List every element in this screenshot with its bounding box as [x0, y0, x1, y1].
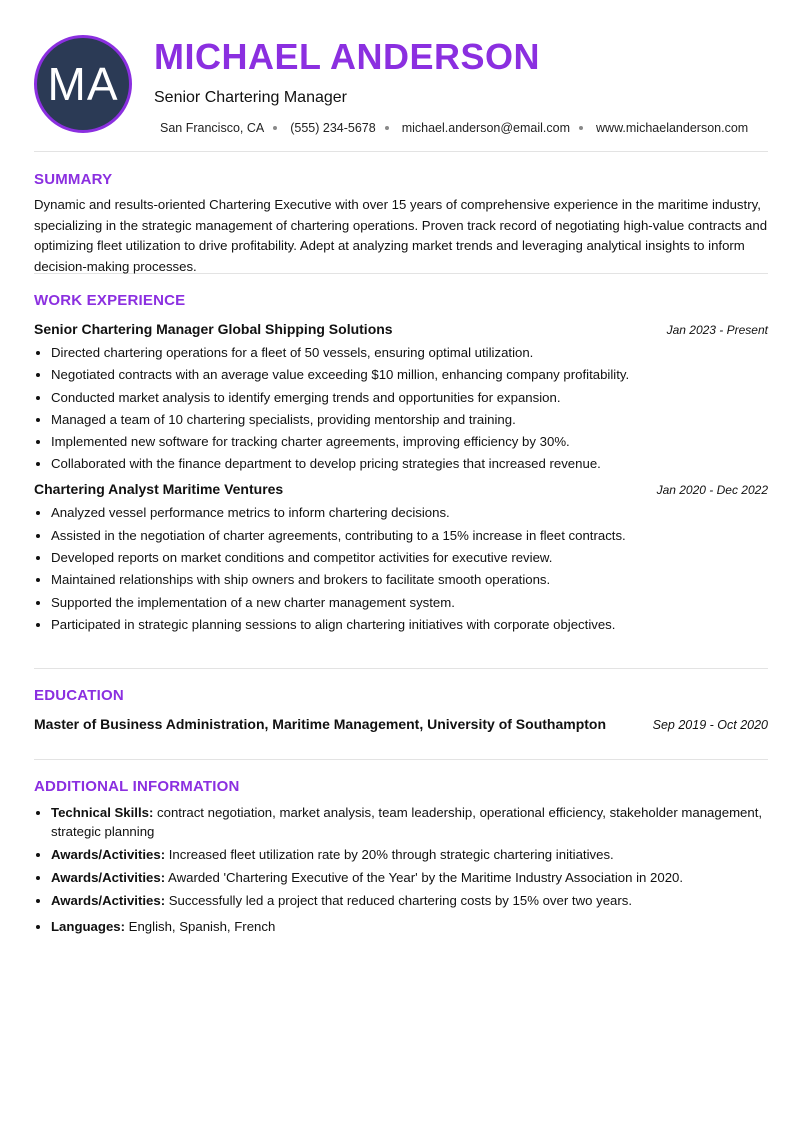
job-bullets — [34, 504, 768, 633]
section-title-work-experience: WORK EXPERIENCE — [34, 292, 186, 309]
education-section — [34, 669, 768, 760]
info-text: contract negotiation, market analysis, team leadership, operational efficiency, stakeholder management, strategic planning — [51, 805, 763, 839]
job-dates: Jan 2023 - Present — [666, 323, 768, 337]
job-bullet: • Collaborated with the finance department to develop pricing strategies that increased revenue. — [51, 455, 768, 473]
work-experience-section — [34, 274, 768, 669]
job-bullet: • Managed a team of 10 chartering specialists, providing mentorship and training. — [51, 411, 768, 429]
section-title-education: EDUCATION — [34, 687, 124, 704]
summary-section — [34, 152, 768, 274]
job-bullet: • Negotiated contracts with an average value exceeding $10 million, enhancing company profitability. — [51, 366, 768, 384]
section-title-summary: SUMMARY — [34, 171, 113, 188]
info-text: Awarded 'Chartering Executive of the Year' by the Maritime Industry Association in 2020. — [165, 870, 684, 885]
candidate-name: MICHAEL ANDERSON — [154, 36, 541, 77]
job-bullet: • Assisted in the negotiation of charter agreements, contributing to a 15% increase in fleet contracts. — [51, 527, 768, 545]
info-label: Technical Skills: — [51, 805, 154, 820]
job-bullet: • Conducted market analysis to identify emerging trends and opportunities for expansion. — [51, 389, 768, 407]
additional-info-item — [51, 891, 768, 910]
contact-location: San Francisco, CA — [160, 121, 265, 135]
job-bullet: • Supported the implementation of a new charter management system. — [51, 594, 768, 612]
job-entry — [34, 479, 768, 633]
additional-info-item — [51, 868, 768, 887]
info-label: Languages: — [51, 919, 126, 934]
job-entry — [34, 319, 768, 473]
job-bullet: • Implemented new software for tracking charter agreements, improving efficiency by 30%. — [51, 433, 768, 451]
info-text: English, Spanish, French — [125, 919, 276, 934]
job-header — [34, 479, 768, 500]
job-bullets — [34, 344, 768, 473]
additional-info-item — [51, 917, 768, 936]
job-bullet: • Analyzed vessel performance metrics to inform chartering decisions. — [51, 504, 768, 522]
separator-dot-icon — [579, 126, 583, 130]
education-degree: Master of Business Administration, Maritime Management, University of Southampton — [34, 716, 607, 732]
job-bullet: • Directed chartering operations for a fleet of 50 vessels, ensuring optimal utilization. — [51, 344, 768, 362]
job-bullet: • Participated in strategic planning sessions to align chartering initiatives with corporate objectives. — [51, 616, 768, 634]
additional-info-item — [51, 845, 768, 864]
resume-page — [34, 0, 768, 940]
job-header — [34, 319, 768, 340]
job-title: Senior Chartering Manager Global Shipping Solutions — [34, 321, 393, 337]
job-bullet: • Maintained relationships with ship owners and brokers to facilitate smooth operations. — [51, 571, 768, 589]
info-label: Awards/Activities: — [51, 870, 166, 885]
job-title: Chartering Analyst Maritime Ventures — [34, 481, 284, 498]
job-bullet: • Developed reports on market conditions and competitor activities for executive review. — [51, 549, 768, 567]
contact-website[interactable]: www.michaelanderson.com — [596, 121, 749, 135]
info-label: Awards/Activities: — [51, 847, 166, 862]
resume-header — [34, 0, 768, 152]
avatar — [34, 35, 132, 133]
summary-text: Dynamic and results-oriented Chartering Executive with over 15 years of comprehensive experience in the maritime industry, specializing in the strategic management of chartering operations. Proven track record of negotiating high-value contracts and optimizing fleet utilization to drive profitability. Adept at analyzing market trends and leveraging analytical insights to inform decision-making processes. — [34, 197, 768, 274]
contact-email[interactable]: michael.anderson@email.com — [401, 121, 571, 135]
avatar-initials: MA — [47, 58, 119, 110]
separator-dot-icon — [385, 126, 389, 130]
info-text: Successfully led a project that reduced chartering costs by 15% over two years. — [165, 893, 633, 908]
section-title-additional-information: ADDITIONAL INFORMATION — [34, 778, 240, 795]
additional-information-section — [34, 760, 768, 936]
additional-info-item — [51, 803, 768, 841]
education-dates: Sep 2019 - Oct 2020 — [652, 718, 768, 732]
info-label: Awards/Activities: — [51, 893, 166, 908]
candidate-role: Senior Chartering Manager — [154, 89, 347, 106]
job-dates: Jan 2020 - Dec 2022 — [656, 483, 768, 498]
education-entry — [34, 714, 768, 735]
additional-info-list — [34, 803, 768, 936]
info-text: Increased fleet utilization rate by 20% through strategic chartering initiatives. — [165, 847, 614, 862]
separator-dot-icon — [273, 126, 277, 130]
contact-bar — [160, 120, 748, 136]
contact-phone[interactable]: (555) 234-5678 — [290, 121, 376, 135]
